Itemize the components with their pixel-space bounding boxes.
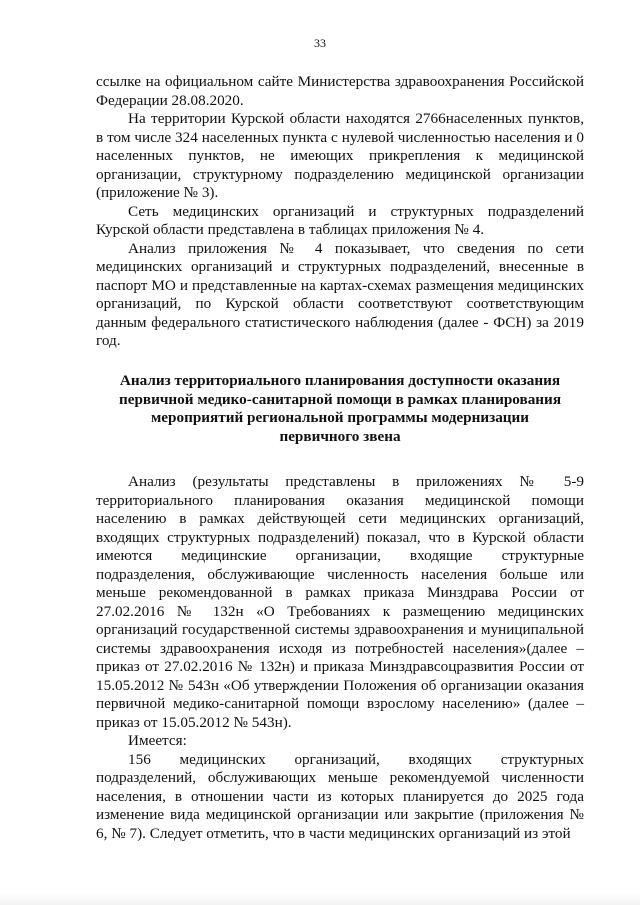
top-text-block (96, 73, 584, 351)
paragraph-network: Сеть медицинских организаций и структурных подразделений Курской области представлена в таблицах приложения № 4. (96, 202, 584, 238)
paragraph-analysis-results: Анализ (результаты представлены в приложениях № 5-9 территориального планирования оказания медицинской помощи населению в рамках действующей сети медицинских организаций, входящих структурных подразделений) показал, что в Курской области имеются медицинские организации, входящие структурные подразделения, обслуживающие численность населения больше или меньше рекомендованной в рамках приказа Минздрава России от 27.02.2016 № 132н «О Требованиях к размещению медицинских организаций государственной системы здравоохранения и муниципальной системы здравоохранения исходя из потребностей населения»(далее – приказ от 27.02.2016 № 132н) и приказа Минздравсоцразвития России от 15.05.2012 № 543н «Об утверждении Положения об организации оказания первичной медико-санитарной помощи взрослому населению» (далее – приказ от 15.05.2012 № 543н). (96, 473, 584, 731)
bottom-text-block (96, 473, 584, 843)
paragraph-settlements: На территории Курской области находятся 2766населенных пунктов, в том числе 324 населенных пункта с нулевой численностью населения и 0 населенных пунктов, не имеющих прикрепления к медицинской организации, структурному подразделению медицинской организации (приложение № 3). (96, 110, 584, 201)
page-bottom-edge (0, 893, 640, 905)
section-heading: Анализ территориального планирования доступности оказания первичной медико-санитарной помощи в рамках планирования мероприятий региональной программы модернизации первичного звена (118, 372, 562, 445)
paragraph-organizations-count: 156 медицинских организаций, входящих структурных подразделений, обслуживающих меньше рекомендуемой численности населения, в отношении части из которых планируется до 2025 года изменение вида медицинской организации или закрытие (приложения № 6, № 7). Следует отметить, что в части медицинских организаций из этой (96, 750, 584, 842)
paragraph-analysis-appendix-4: Анализ приложения № 4 показывает, что сведения по сети медицинских организаций и структурных подразделений, внесенные в паспорт МО и представленные на картах-схемах размещения медицинских организаций, по Курской области соответствуют соответствующим данным федерального статистического наблюдения (далее - ФСН) за 2019 год. (96, 239, 584, 349)
paragraph-continuation: ссылке на официальном сайте Министерства здравоохранения Российской Федерации 28.08.2020. (96, 73, 584, 109)
page-number: 33 (314, 36, 326, 50)
paragraph-available: Имеется: (128, 732, 187, 749)
